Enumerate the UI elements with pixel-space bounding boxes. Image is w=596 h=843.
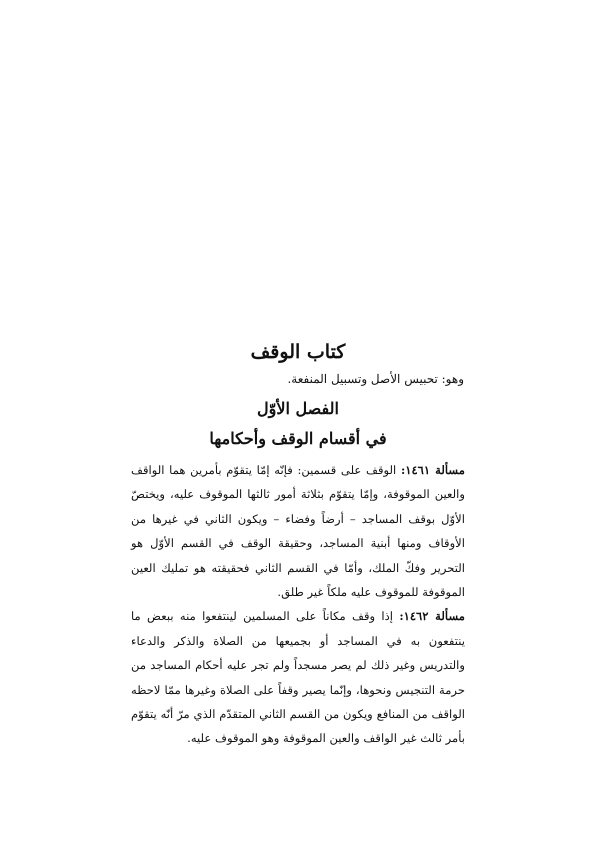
issue-text: الوقف على قسمين: فإنّه إمّا يتقوّم بأمرين هما الواقف والعين الموقوفة، وإمّا يتقوّم بثلاثة أمور ثالثها الموقوف عليه، ويختصّ الأوّل بوقف المساجد – أرضاً وفضاء – ويكون الثاني في غيرها من الأوقاف ومنها أبنية المساجد، وحقيقة الوقف في القسم الأوّل هو التحرير وفكّ الملك، وأمّا في القسم الثاني فحقيقته هو تمليك العين الموقوفة للموقوف عليه ملكاً غير طلق. (131, 463, 465, 600)
body-text (131, 458, 465, 751)
book-title: كتاب الوقف (250, 341, 346, 363)
issue-label: مسألة ١٤٦١: (400, 463, 465, 477)
book-definition: وهو: تحبيس الأصل وتسبيل المنفعة. (287, 372, 464, 386)
chapter-title: الفصل الأوّل (257, 399, 339, 418)
issue-text: إذا وقف مكاناً على المسلمين لينتفعوا منه ببعض ما ينتفعون به في المساجد أو بجميعها من الصلاة والذكر والدعاء والتدريس وغير ذلك لم يصر مسجداً ولم تجر عليه أحكام المساجد من حرمة التنجيس ونحوها، وإنّما يصير وقفاً على الصلاة وغيرها ممّا لاحظه الواقف من المنافع ويكون من القسم الثاني المتقدّم الذي مرّ أنّه يتقوّم بأمر ثالث غير الواقف والعين الموقوفة وهو الموقوف عليه. (131, 609, 465, 746)
issue-paragraph (131, 458, 465, 604)
section-title: في أقسام الوقف وأحكامها (209, 429, 387, 448)
issue-paragraph (131, 604, 465, 750)
issue-label: مسألة ١٤٦٢: (399, 609, 465, 624)
